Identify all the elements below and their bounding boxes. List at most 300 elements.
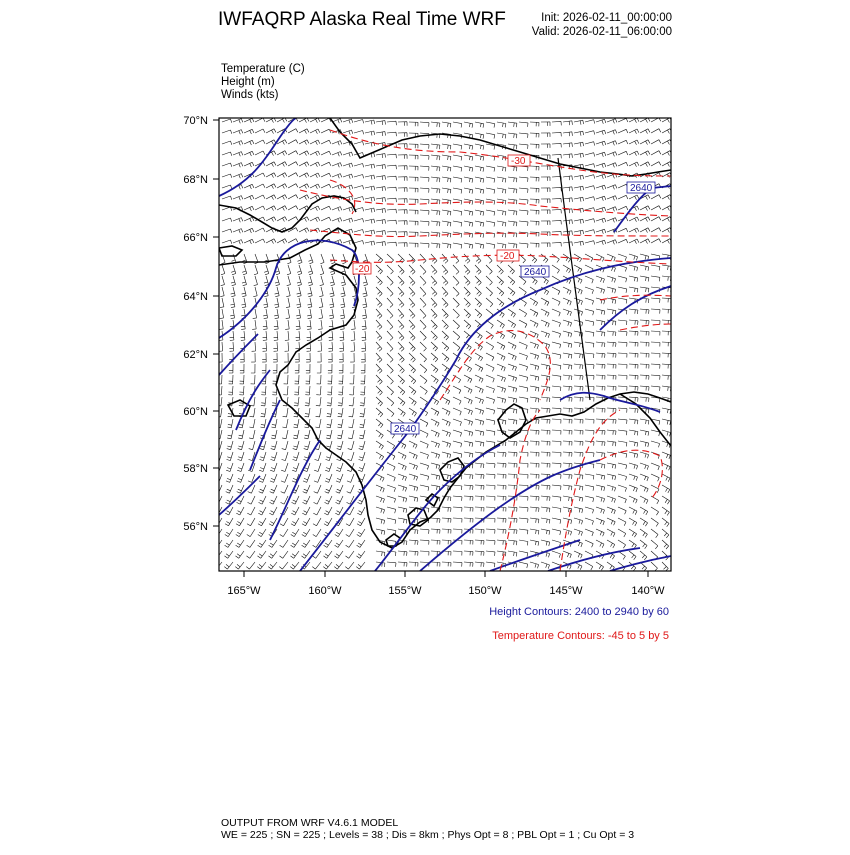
wind-barb — [317, 364, 321, 373]
wind-barb — [271, 430, 277, 439]
wind-barb — [387, 298, 393, 307]
wind-barb — [398, 276, 404, 285]
wind-barb — [332, 185, 342, 190]
wind-barb — [357, 529, 365, 537]
wind-barb — [618, 485, 627, 492]
wind-barb — [357, 507, 365, 515]
wind-barb — [541, 331, 550, 338]
wind-barb — [552, 485, 561, 490]
wind-barb — [250, 408, 255, 417]
wind-barb — [398, 133, 407, 137]
height-contour — [600, 286, 671, 330]
wind-barb — [240, 364, 244, 373]
wind-barb — [387, 231, 396, 235]
wind-barb — [563, 408, 572, 413]
wind-barb — [346, 518, 354, 526]
wind-barb — [277, 239, 287, 244]
wind-barb — [464, 551, 473, 556]
wind-barb — [324, 540, 332, 547]
wind-barb — [310, 217, 320, 222]
wind-barb — [261, 397, 266, 406]
wind-barb — [238, 430, 244, 439]
wind-barb — [376, 507, 385, 514]
wind-barb — [541, 386, 550, 391]
wind-barb — [350, 375, 354, 384]
wind-barb — [464, 364, 472, 372]
wind-barb — [346, 529, 354, 537]
wind-barb — [227, 452, 234, 461]
wind-barb — [596, 218, 606, 223]
wind-barb — [662, 562, 668, 571]
wind-barb — [442, 122, 451, 127]
wind-barb — [640, 129, 650, 134]
wind-barb — [585, 186, 595, 190]
wind-barb — [409, 199, 418, 203]
wind-barb — [552, 375, 561, 380]
wind-barb — [552, 507, 561, 512]
wind-barb — [662, 228, 672, 233]
wind-barb — [563, 518, 572, 524]
wind-barb — [217, 386, 222, 395]
height-label: 2640 — [394, 424, 417, 435]
wind-barb — [316, 397, 321, 406]
wind-barb — [585, 518, 594, 525]
wind-barb — [376, 176, 386, 180]
wind-barb — [574, 208, 584, 213]
wind-barb — [552, 540, 561, 546]
wind-barb — [453, 254, 459, 263]
wind-barb — [263, 298, 268, 308]
wind-barb — [431, 463, 440, 469]
wind-barb — [398, 122, 407, 126]
wind-barb — [541, 452, 550, 457]
wind-barb — [431, 166, 440, 171]
wind-barb — [574, 375, 583, 380]
wind-barb — [651, 276, 660, 281]
wind-barb — [618, 287, 627, 293]
wind-barb — [662, 540, 669, 549]
wind-barb — [574, 353, 583, 358]
wind-barb — [541, 485, 550, 490]
wind-barb — [508, 551, 517, 556]
wind-barb — [552, 132, 561, 136]
wind-barb — [307, 320, 311, 329]
wind-barb — [233, 163, 243, 168]
wind-barb — [274, 331, 278, 340]
wind-barb — [442, 408, 450, 416]
wind-barb — [361, 353, 365, 362]
wind-barb — [387, 220, 396, 224]
wind-barb — [585, 386, 594, 391]
wind-barb — [310, 184, 320, 189]
wind-barb — [263, 309, 267, 319]
wind-barb — [363, 276, 368, 286]
wind-barb — [321, 162, 331, 166]
wind-barb — [321, 129, 331, 133]
wind-barb — [365, 164, 375, 169]
wind-barb — [270, 474, 277, 482]
wind-barb — [618, 140, 628, 144]
wind-barb — [317, 353, 321, 362]
wind-barb — [336, 463, 343, 472]
wind-barb — [629, 162, 639, 167]
wind-barb — [574, 430, 583, 435]
wind-barb — [574, 265, 582, 273]
wind-barb — [651, 529, 658, 538]
wind-barb — [288, 173, 298, 177]
wind-barb — [629, 375, 638, 380]
wind-barb — [618, 162, 628, 166]
wind-barb — [607, 331, 616, 336]
wind-barb — [640, 441, 649, 447]
wind-barb — [607, 141, 617, 146]
wind-barb — [293, 430, 299, 439]
lat-tick-label: 56°N — [183, 521, 208, 533]
wind-barb — [306, 375, 310, 384]
wind-barb — [387, 287, 393, 296]
wind-barb — [299, 151, 309, 156]
wind-barb — [464, 474, 473, 479]
wind-barb — [244, 228, 254, 233]
wind-barb — [376, 353, 382, 362]
wind-barb — [563, 121, 572, 125]
wind-barb — [574, 518, 583, 524]
wind-barb — [508, 210, 517, 215]
wind-barb — [310, 206, 320, 211]
wind-barb — [530, 298, 538, 306]
wind-barb — [297, 287, 302, 297]
wind-barb — [530, 562, 539, 568]
wind-barb — [607, 463, 616, 469]
wind-barb — [574, 298, 583, 305]
wind-barb — [387, 507, 396, 513]
wind-barb — [563, 143, 572, 147]
wind-barb — [431, 243, 440, 248]
wind-barb — [453, 155, 462, 161]
wind-barb — [486, 243, 495, 249]
wind-barb — [288, 206, 298, 210]
wind-barb — [314, 463, 321, 472]
wind-barb — [264, 276, 269, 286]
wind-barb — [508, 177, 517, 182]
wind-barb — [271, 452, 278, 461]
wind-barb — [398, 177, 407, 181]
wind-barb — [420, 309, 426, 318]
wind-barb — [238, 452, 245, 461]
wind-barb — [409, 342, 415, 351]
wind-barb — [662, 375, 671, 380]
wind-barb — [475, 430, 484, 436]
wind-barb — [334, 562, 343, 569]
wind-barb — [585, 485, 594, 491]
wind-barb — [497, 452, 506, 457]
wind-barb — [453, 199, 462, 205]
wind-barb — [497, 276, 504, 285]
wind-barb — [464, 452, 473, 458]
wind-barb — [640, 331, 649, 336]
wind-barb — [328, 342, 332, 351]
wind-barb — [530, 441, 539, 446]
wind-barb — [255, 140, 265, 144]
wind-barb — [240, 353, 244, 362]
wind-barb — [563, 529, 572, 535]
wind-barb — [285, 342, 289, 351]
wind-barb — [475, 386, 483, 393]
wind-barb — [563, 320, 572, 327]
wind-barb — [273, 353, 277, 362]
wind-barb — [475, 331, 482, 340]
lon-tick-label: 165°W — [227, 585, 261, 597]
wind-barb — [585, 540, 593, 547]
wind-barb — [497, 540, 506, 545]
wind-barb — [350, 353, 354, 362]
wind-barb — [497, 375, 506, 382]
wind-barb — [475, 540, 484, 545]
lon-tick-label: 150°W — [468, 585, 502, 597]
wind-barb — [293, 441, 299, 450]
wind-barb — [497, 243, 506, 248]
wind-barb — [398, 309, 404, 318]
wind-barb — [519, 364, 528, 371]
wind-barb — [442, 562, 451, 567]
wind-barb — [475, 408, 484, 415]
wind-barb — [281, 463, 288, 472]
wind-barb — [607, 518, 615, 525]
wind-barb — [398, 199, 407, 203]
wind-barb — [486, 386, 495, 393]
wind-barb — [585, 153, 595, 157]
wind-barb — [376, 287, 382, 296]
wind-barb — [242, 265, 247, 275]
wind-barb — [464, 221, 473, 227]
wind-barb — [519, 441, 528, 446]
wind-barb — [225, 540, 233, 547]
wind-barb — [420, 188, 429, 193]
wind-barb — [530, 518, 539, 523]
wind-barb — [453, 287, 459, 296]
wind-barb — [228, 386, 233, 395]
wind-barb — [596, 342, 605, 347]
lat-tick-label: 64°N — [183, 291, 208, 303]
wind-barb — [320, 254, 324, 264]
wind-barb — [321, 173, 331, 177]
wind-barb — [442, 419, 450, 426]
wind-barb — [348, 430, 354, 439]
wind-barb — [629, 551, 636, 560]
wind-barb — [299, 195, 309, 200]
wind-barb — [464, 386, 472, 394]
wind-barb — [398, 166, 407, 170]
wind-barb — [305, 386, 310, 395]
wind-barb — [552, 187, 561, 191]
wind-barb — [552, 551, 561, 558]
wind-barb — [233, 119, 243, 124]
init-time: Init: 2026-02-11_00:00:00 — [541, 12, 672, 24]
wind-barb — [398, 507, 407, 513]
wind-barb — [563, 441, 572, 446]
wind-barb — [541, 375, 550, 381]
wind-barb — [340, 331, 344, 340]
wind-barb — [365, 120, 375, 125]
wind-barb — [497, 210, 506, 215]
wind-barb — [464, 408, 473, 415]
wind-barb — [475, 353, 483, 361]
wind-barb — [325, 463, 332, 472]
wind-barb — [464, 243, 473, 249]
wind-barb — [244, 140, 254, 145]
wind-barb — [431, 144, 440, 149]
wind-barb — [376, 397, 383, 406]
wind-barb — [519, 320, 527, 328]
wind-barb — [629, 265, 638, 271]
wind-barb — [214, 529, 222, 537]
wind-barb — [519, 452, 528, 457]
wind-barb — [351, 342, 355, 351]
wind-barb — [294, 386, 299, 395]
wind-barb — [259, 496, 267, 504]
wind-barb — [387, 342, 393, 351]
wind-barb — [233, 174, 243, 179]
wind-barb — [629, 364, 638, 369]
contour-labels — [353, 155, 655, 435]
wind-barb — [336, 496, 344, 504]
wind-barb — [329, 331, 333, 340]
wind-barb — [264, 265, 269, 275]
wind-barb — [464, 122, 473, 128]
wind-barb — [227, 419, 233, 428]
wind-barb — [345, 562, 354, 569]
temperature-label: -30 — [511, 156, 526, 167]
wind-barb — [486, 496, 495, 501]
wind-barb — [246, 562, 255, 569]
wind-barb — [618, 254, 627, 261]
wind-barb — [442, 331, 449, 340]
wind-barb — [308, 287, 313, 297]
wind-barb — [387, 187, 396, 191]
wind-barb — [360, 397, 365, 406]
wind-barb — [640, 364, 649, 369]
wind-barb — [640, 518, 648, 526]
wind-barb — [453, 529, 462, 534]
coastline-arctic — [330, 118, 671, 176]
wind-barb — [288, 140, 298, 144]
height-label: 2640 — [630, 183, 653, 194]
wind-barb — [574, 241, 584, 246]
wind-barb — [464, 397, 472, 404]
wind-barb — [398, 452, 406, 460]
wind-barb — [530, 243, 539, 247]
wind-barb — [585, 175, 595, 179]
wind-barb — [508, 540, 517, 545]
wind-barb — [215, 485, 222, 493]
wind-barb — [296, 331, 300, 340]
wind-barb — [662, 408, 671, 414]
wind-barb — [662, 276, 671, 281]
wind-barb — [607, 218, 617, 223]
wind-barb — [387, 154, 396, 158]
wind-barb — [563, 187, 572, 191]
wind-barb — [310, 140, 320, 145]
wind-barb — [431, 309, 437, 318]
wind-barb — [283, 386, 288, 395]
wind-barb — [585, 419, 594, 424]
wind-barb — [442, 287, 448, 296]
wind-barb — [280, 518, 288, 526]
wind-barb — [596, 386, 605, 391]
wind-barb — [349, 408, 354, 417]
wind-barb — [349, 397, 354, 406]
wind-barb — [343, 207, 353, 212]
wind-barb — [563, 309, 572, 316]
wind-barb — [541, 397, 550, 402]
wind-barb — [222, 141, 232, 145]
wind-barb — [475, 166, 484, 172]
wind-barb — [251, 375, 255, 384]
wind-barb — [541, 562, 550, 569]
wind-barb — [629, 463, 638, 469]
wind-barb — [376, 485, 384, 492]
lat-tick-label: 62°N — [183, 349, 208, 361]
wind-barb — [247, 507, 255, 515]
wind-barb — [343, 240, 353, 245]
wind-barb — [420, 287, 426, 296]
wind-barb — [640, 452, 649, 458]
wind-barb — [563, 331, 572, 337]
wind-barb — [255, 239, 265, 243]
wind-barb — [387, 209, 396, 213]
wind-barb — [574, 507, 583, 513]
wind-barb — [651, 228, 661, 232]
wind-barb — [662, 140, 672, 145]
wind-barb — [574, 441, 583, 446]
wind-barb — [431, 177, 440, 182]
wind-barb — [486, 419, 495, 425]
wind-barb — [596, 163, 606, 168]
wind-barb — [596, 119, 606, 124]
wind-barb — [596, 331, 605, 336]
wind-barb — [268, 562, 277, 569]
wind-barb — [272, 397, 277, 406]
wind-barb — [651, 162, 661, 166]
wind-barb — [281, 474, 288, 482]
wind-barb — [420, 419, 428, 427]
lat-tick-label: 70°N — [183, 115, 208, 127]
wind-barb — [552, 386, 561, 391]
wind-barb — [316, 408, 321, 417]
wind-barb — [323, 562, 332, 569]
wind-barb — [251, 364, 255, 373]
wind-barb — [431, 155, 440, 160]
wind-barb — [552, 441, 561, 446]
wind-barb — [409, 122, 418, 126]
wind-barb — [365, 175, 375, 180]
wind-barb — [574, 474, 583, 479]
wind-barb — [563, 265, 571, 273]
wind-barb — [226, 474, 233, 482]
wind-barb — [376, 154, 386, 158]
wind-barb — [249, 441, 255, 450]
wind-barb — [237, 474, 244, 482]
wind-barb — [362, 309, 366, 319]
wind-barb — [409, 210, 418, 214]
wind-barb — [585, 320, 594, 326]
wind-barb — [341, 276, 346, 286]
wind-barb — [299, 162, 309, 167]
wind-barb — [662, 496, 670, 504]
wind-barb — [629, 485, 637, 492]
wind-barb — [409, 375, 416, 384]
wind-barb — [263, 320, 267, 329]
